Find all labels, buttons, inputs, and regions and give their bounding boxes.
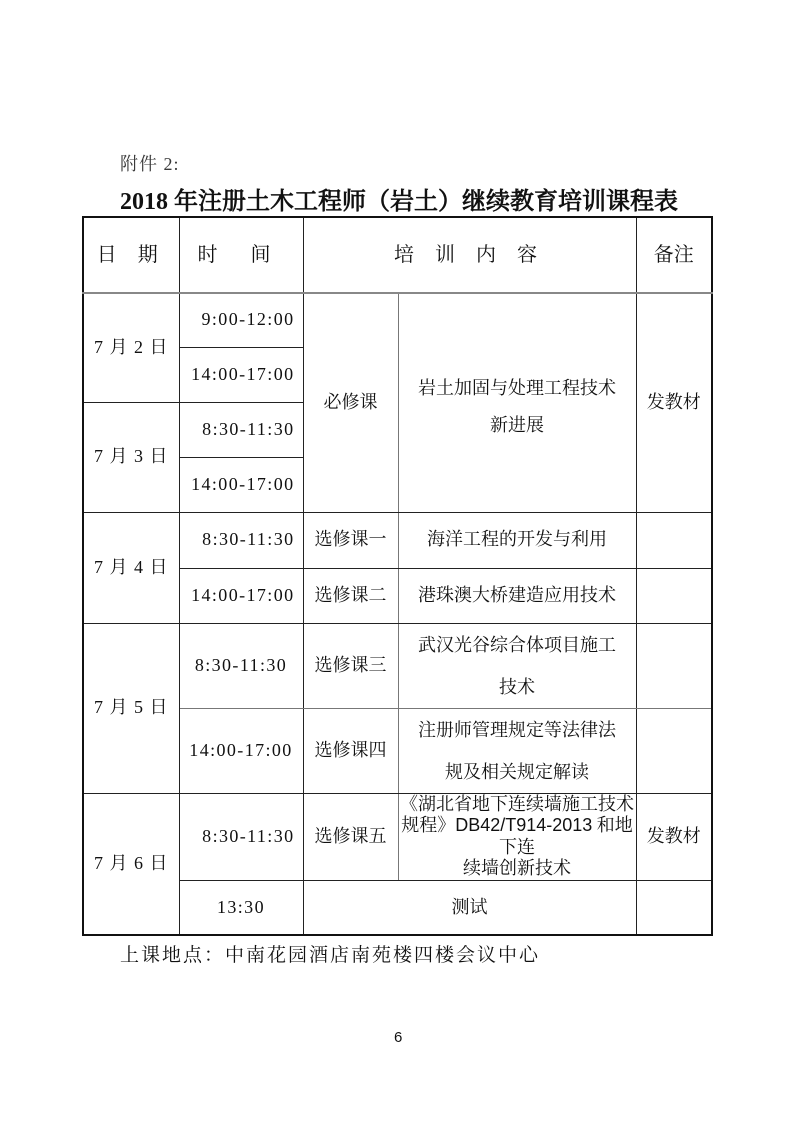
content-cell: 海洋工程的开发与利用 — [398, 512, 636, 568]
standard-code: DB42/T914-2013 — [455, 815, 593, 836]
remark-cell — [636, 623, 712, 708]
remark-cell — [636, 568, 712, 623]
attachment-label: 附件 2: — [120, 154, 180, 174]
date-cell: 7 月 5 日 — [83, 623, 179, 793]
date-cell: 7 月 6 日 — [83, 793, 179, 935]
remark-cell — [636, 708, 712, 793]
remark-cell: 发教材 — [636, 793, 712, 880]
location-text: 上课地点：中南花园酒店南苑楼四楼会议中心 — [120, 945, 541, 966]
remark-cell — [636, 880, 712, 935]
schedule-table — [82, 216, 713, 936]
table-row — [83, 293, 712, 347]
time-cell: 8:30-11:30 — [179, 512, 303, 568]
time-cell: 14:00-17:00 — [179, 457, 303, 512]
time-cell: 13:30 — [179, 880, 303, 935]
content-cell: 岩土加固与处理工程技术 新进展 — [398, 293, 636, 512]
content-cell: 测试 — [303, 880, 636, 935]
course-type-cell: 选修课五 — [303, 793, 398, 880]
course-type-cell: 选修课三 — [303, 623, 398, 708]
table-row — [83, 512, 712, 568]
time-cell: 14:00-17:00 — [179, 708, 303, 793]
table-header-row — [83, 217, 712, 293]
time-cell: 8:30-11:30 — [179, 402, 303, 457]
course-type-cell: 必修课 — [303, 293, 398, 512]
course-type-cell: 选修课一 — [303, 512, 398, 568]
remark-cell — [636, 512, 712, 568]
date-cell: 7 月 4 日 — [83, 512, 179, 623]
header-remark: 备注 — [636, 217, 712, 293]
content-cell: 《湖北省地下连续墙施工技术 规程》DB42/T914-2013 和地下连 续墙创新技术 — [398, 793, 636, 880]
header-date: 日 期 — [83, 217, 179, 293]
table-row — [83, 793, 712, 880]
date-cell: 7 月 2 日 — [83, 293, 179, 402]
time-cell: 9:00-12:00 — [179, 293, 303, 347]
date-cell: 7 月 3 日 — [83, 402, 179, 512]
course-type-cell: 选修课二 — [303, 568, 398, 623]
time-cell: 8:30-11:30 — [179, 623, 303, 708]
page-title: 2018 年注册土木工程师（岩土）继续教育培训课程表 — [120, 189, 678, 215]
content-cell: 港珠澳大桥建造应用技术 — [398, 568, 636, 623]
header-time: 时 间 — [179, 217, 303, 293]
time-cell: 14:00-17:00 — [179, 347, 303, 402]
content-cell: 武汉光谷综合体项目施工 技术 — [398, 623, 636, 708]
time-cell: 8:30-11:30 — [179, 793, 303, 880]
page-number: 6 — [394, 1029, 403, 1046]
content-cell: 注册师管理规定等法律法 规及相关规定解读 — [398, 708, 636, 793]
header-content: 培 训 内 容 — [303, 217, 636, 293]
table-row — [83, 623, 712, 708]
remark-cell: 发教材 — [636, 293, 712, 512]
time-cell: 14:00-17:00 — [179, 568, 303, 623]
course-type-cell: 选修课四 — [303, 708, 398, 793]
